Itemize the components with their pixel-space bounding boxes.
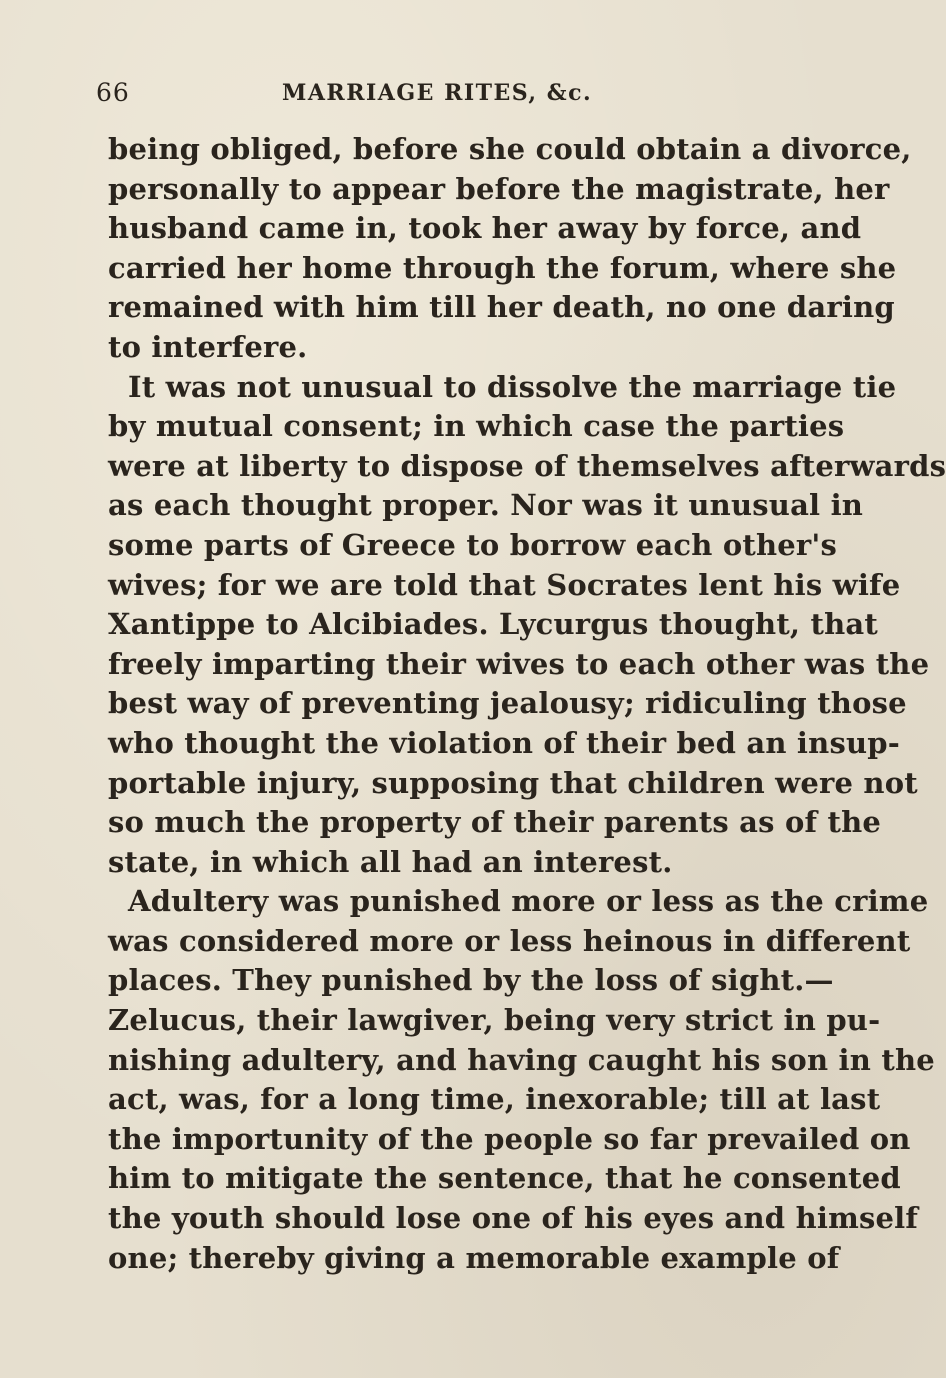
- text-line: the importunity of the people so far prevailed on: [108, 1121, 911, 1156]
- text-line: being obliged, before she could obtain a divorce,: [108, 132, 912, 166]
- text-line: freely imparting their wives to each other was the: [108, 646, 930, 681]
- text-line: the youth should lose one of his eyes and himself: [108, 1201, 919, 1236]
- running-head: [96, 78, 756, 108]
- text-line: who thought the violation of their bed an insup-: [108, 725, 900, 760]
- text-line: by mutual consent; in which case the parties: [108, 409, 845, 444]
- text-line: Xantippe to Alcibiades. Lycurgus thought, that: [108, 607, 878, 642]
- paragraph-start-line: It was not unusual to dissolve the marriage tie: [128, 369, 897, 404]
- text-line: places. They punished by the loss of sight.—: [108, 963, 834, 998]
- text-line: remained with him till her death, no one daring: [108, 290, 895, 325]
- text-line: was considered more or less heinous in different: [108, 923, 911, 958]
- text-line: state, in which all had an interest.: [108, 844, 673, 879]
- text-line: husband came in, took her away by force, and: [108, 211, 862, 246]
- text-line: him to mitigate the sentence, that he consented: [108, 1161, 901, 1196]
- text-line: portable injury, supposing that children were not: [108, 765, 918, 800]
- text-line: to interfere.: [108, 329, 308, 364]
- text-line: some parts of Greece to borrow each other's: [108, 527, 837, 562]
- page-number: 66: [96, 78, 130, 107]
- text-line: so much the property of their parents as of the: [108, 805, 882, 840]
- text-line: as each thought proper. Nor was it unusual in: [108, 488, 864, 523]
- paragraph-start-line: Adultery was punished more or less as the crime: [128, 884, 929, 919]
- text-line: act, was, for a long time, inexorable; till at last: [108, 1082, 881, 1117]
- running-title: MARRIAGE RITES, &c.: [282, 80, 593, 106]
- text-line: were at liberty to dispose of themselves afterwards: [108, 448, 946, 483]
- text-line: Zelucus, their lawgiver, being very strict in pu-: [108, 1003, 881, 1038]
- text-line: best way of preventing jealousy; ridiculing those: [108, 686, 907, 721]
- text-line: nishing adultery, and having caught his son in the: [108, 1042, 935, 1077]
- body-text: [108, 130, 946, 1278]
- text-line: wives; for we are told that Socrates lent his wife: [108, 567, 901, 602]
- text-line: carried her home through the forum, where she: [108, 250, 897, 285]
- text-line: personally to appear before the magistrate, her: [108, 171, 890, 206]
- text-line: one; thereby giving a memorable example of: [108, 1240, 840, 1275]
